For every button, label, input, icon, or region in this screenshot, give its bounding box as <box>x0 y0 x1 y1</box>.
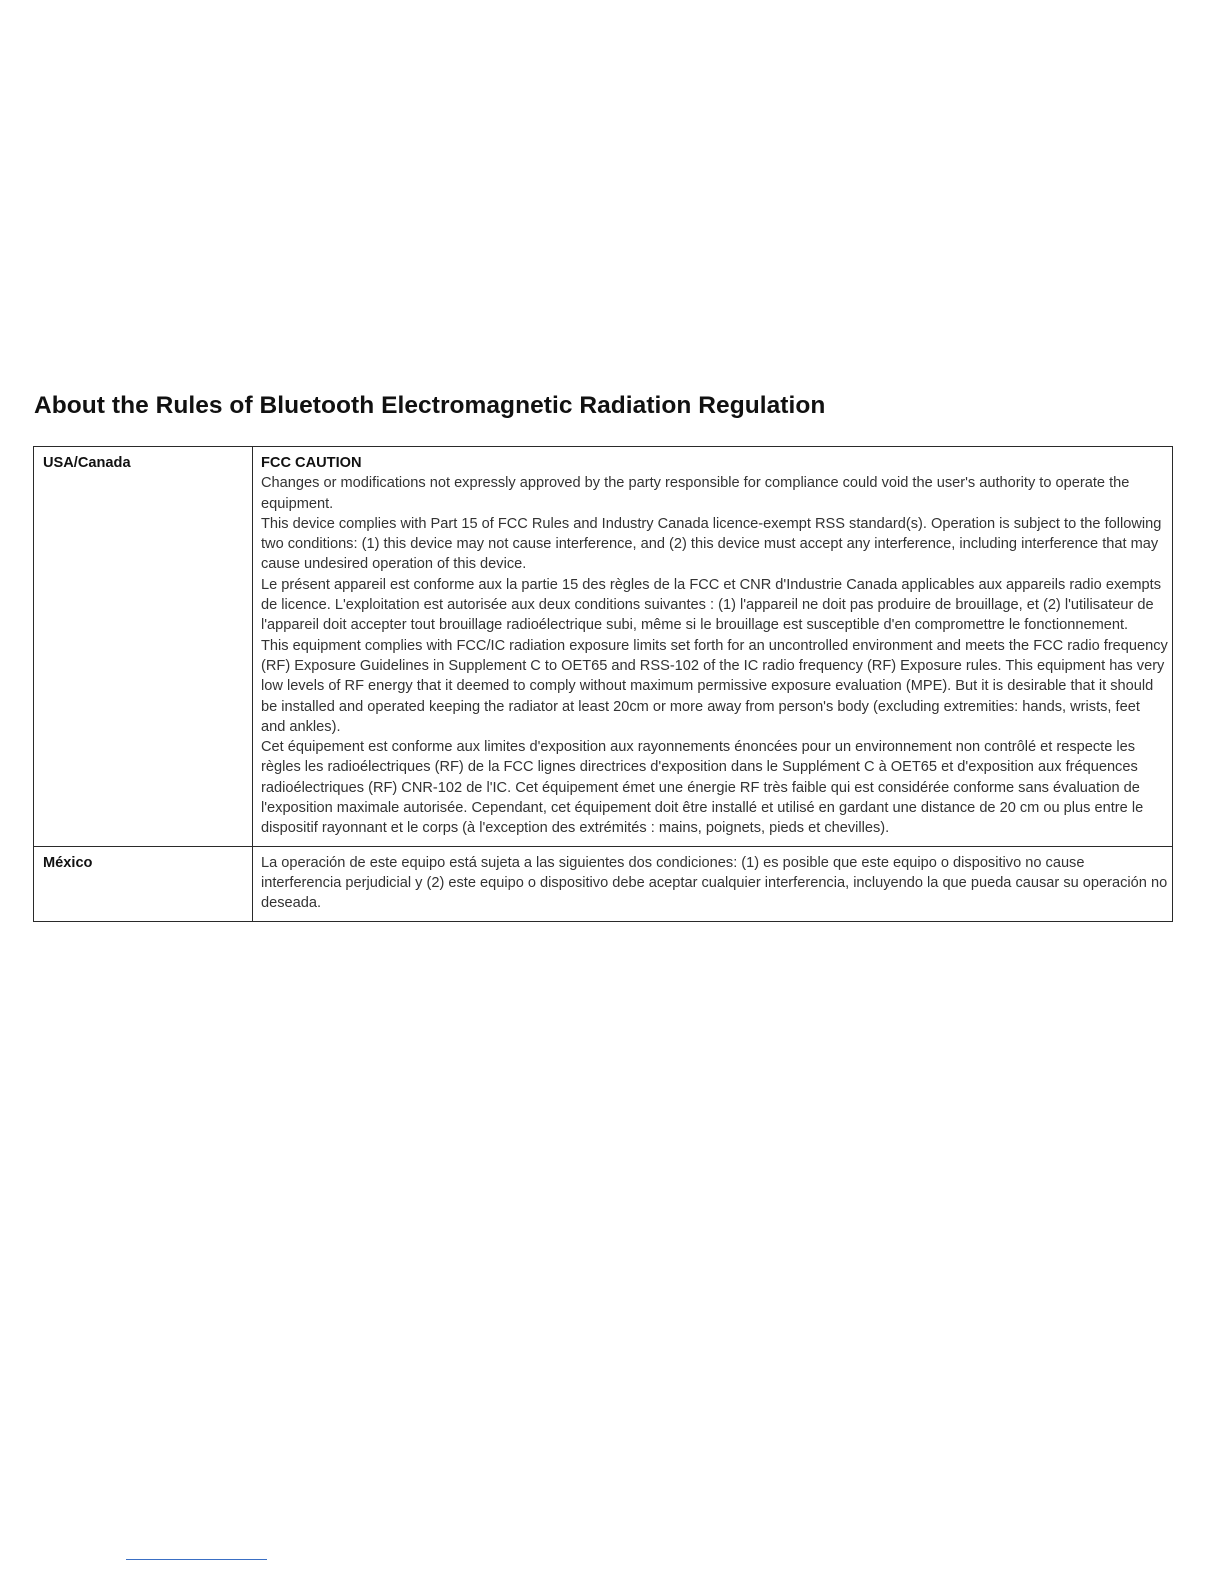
regulation-table <box>33 446 1173 922</box>
paragraph-rf-exposure-french: Cet équipement est conforme aux limites d'exposition aux rayonnements énoncées pour un environnement non contrôlé et respecte les règles les radioélectriques (RF) de la FCC lignes directrices d'exposition dans le Supplément C à OET65 et d'exposition aux fréquences radioélectriques (RF) CNR-102 de l'IC. Cet équipement émet une énergie RF très faible qui est considérée conforme sans évaluation de l'exposition maximale autorisée. Cependant, cet équipement doit être installé et utilisé en gardant une distance de 20 cm ou plus entre le dispositif rayonnant et le corps (à l'exception des extrémités : mains, poignets, pieds et chevilles). <box>261 739 1144 837</box>
region-label-usa-canada: USA/Canada <box>34 447 253 847</box>
page-title: About the Rules of Bluetooth Electromagnetic Radiation Regulation <box>34 392 826 419</box>
regulation-text-mexico <box>253 846 1173 921</box>
fcc-caution-heading: FCC CAUTION <box>261 455 362 471</box>
paragraph-part15-french: Le présent appareil est conforme aux la partie 15 des règles de la FCC et CNR d'Industrie Canada applicables aux appareils radio exempts de licence. L'exploitation est autorisée aux deux conditions suivantes : (1) l'appareil ne doit pas produire de brouillage, et (2) l'utilisateur de l'appareil doit accepter tout brouillage radioélectrique subi, même si le brouillage est susceptible d'en compromettre le fonctionnement. <box>261 576 1161 634</box>
table-row-usa-canada <box>34 447 1173 847</box>
regulation-text-usa-canada <box>253 447 1173 847</box>
paragraph-mexico-operation: La operación de este equipo está sujeta a las siguientes dos condiciones: (1) es posible que este equipo o dispositivo no cause interferencia perjudicial y (2) este equipo o dispositivo debe aceptar cualquier interferencia, incluyendo la que pueda causar su operación no deseada. <box>261 854 1168 912</box>
footer-divider <box>126 1559 267 1560</box>
table-row-mexico <box>34 846 1173 921</box>
paragraph-modifications: Changes or modifications not expressly approved by the party responsible for compliance could void the user's authority to operate the equipment. <box>261 475 1130 512</box>
paragraph-part15-compliance: This device complies with Part 15 of FCC Rules and Industry Canada licence-exempt RSS standard(s). Operation is subject to the following two conditions: (1) this device may not cause interference, and (2) this device must accept any interference, including interference that may cause undesired operation of this device. <box>261 515 1162 573</box>
region-label-mexico: México <box>34 846 253 921</box>
paragraph-rf-exposure: This equipment complies with FCC/IC radiation exposure limits set forth for an uncontrolled environment and meets the FCC radio frequency (RF) Exposure Guidelines in Supplement C to OET65 and RSS-102 of the IC radio frequency (RF) Exposure rules. This equipment has very low levels of RF energy that it deemed to comply without maximum permissive exposure evaluation (MPE). But it is desirable that it should be installed and operated keeping the radiator at least 20cm or more away from person's body (excluding extremities: hands, wrists, feet and ankles). <box>261 637 1168 735</box>
